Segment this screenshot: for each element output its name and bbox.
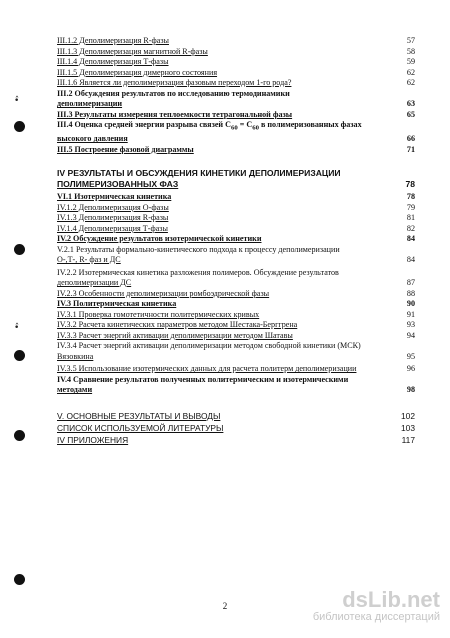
toc-entry-page: 81 bbox=[406, 213, 415, 223]
margin-mark: •̂ bbox=[14, 323, 20, 333]
toc-entry-page: 98 bbox=[406, 385, 415, 395]
page-number: 2 bbox=[222, 601, 228, 611]
toc-entry[interactable] bbox=[57, 331, 415, 342]
toc-entry-final[interactable] bbox=[57, 410, 415, 422]
toc-entry-page: 58 bbox=[406, 46, 415, 56]
toc-entry[interactable] bbox=[57, 234, 415, 245]
toc-entry-page: 84 bbox=[406, 234, 415, 244]
toc-entry-title: СПИСОК ИСПОЛЬЗУЕМОЙ ЛИТЕРАТУРЫ bbox=[57, 422, 224, 433]
toc-entry-title: III.3 Результаты измерения теплоемкости тетрагональной фазы bbox=[57, 109, 293, 119]
toc-entry-title-line1: IV.4 Сравнение результатов полученных политермическим и изотермическими bbox=[57, 374, 349, 384]
toc-entry-title: III.1.5 Деполимеризация димерного состояния bbox=[57, 67, 218, 77]
toc-entry-page: 103 bbox=[401, 422, 415, 433]
watermark bbox=[313, 589, 440, 624]
toc-entry-page: 78 bbox=[405, 179, 415, 190]
toc-entry-page: 65 bbox=[406, 109, 415, 119]
toc-entry-page: 90 bbox=[406, 299, 415, 309]
toc-entry-final[interactable] bbox=[57, 422, 415, 434]
toc-entry-title-line2: высокого давления bbox=[57, 134, 128, 144]
toc-entry-final[interactable] bbox=[57, 434, 415, 446]
toc-entry-title: IV.2.3 Особенности деполимеризации ромбоэдрической фазы bbox=[57, 288, 270, 298]
binder-hole bbox=[14, 574, 25, 585]
toc-entry-title: III.1.4 Деполимеризация Т-фазы bbox=[57, 57, 169, 66]
toc-entry-page: 87 bbox=[406, 278, 415, 288]
toc-entry-page: 102 bbox=[401, 410, 415, 421]
toc-entry-page: 71 bbox=[406, 144, 415, 154]
toc-entry-page: 95 bbox=[406, 351, 415, 361]
binder-hole bbox=[14, 350, 25, 361]
toc-entry-page: 84 bbox=[406, 255, 415, 265]
toc-entry[interactable] bbox=[57, 203, 415, 214]
toc-entry-title: III.5 Построение фазовой диаграммы bbox=[57, 144, 194, 154]
toc-entry-page: 91 bbox=[406, 309, 415, 319]
toc-entry[interactable] bbox=[57, 299, 415, 310]
toc-entry-page: 78 bbox=[406, 192, 415, 202]
toc-entry[interactable] bbox=[57, 57, 415, 68]
watermark-subtitle: библиотека диссертаций bbox=[312, 611, 440, 623]
toc-entry-page: 96 bbox=[406, 364, 415, 374]
toc-entry-title: IV.1.4 Деполимеризация Т-фазы bbox=[57, 223, 168, 233]
toc-entry-title: IV ПРИЛОЖЕНИЯ bbox=[57, 434, 129, 445]
table-of-contents bbox=[57, 36, 415, 446]
toc-entry-page: 62 bbox=[406, 67, 415, 77]
toc-entry-iii-4[interactable] bbox=[57, 120, 415, 145]
toc-entry-title: IV.3.1 Проверка гомотетичности политермических кривых bbox=[57, 309, 260, 319]
toc-entry-title-line2: методами bbox=[57, 385, 93, 395]
toc-entry-title: III.1.2 Деполимеризация R-фазы bbox=[57, 36, 169, 45]
watermark-logo: dsLib.net bbox=[342, 587, 440, 612]
toc-entry-page: 94 bbox=[406, 330, 415, 340]
toc-entry-iv-3-4[interactable] bbox=[57, 341, 415, 362]
toc-entry[interactable] bbox=[57, 310, 415, 321]
toc-entry-title-line2: деполимеризации bbox=[57, 99, 123, 108]
toc-entry-title: III.1.3 Деполимеризация магнитной R-фазы bbox=[57, 46, 208, 56]
toc-entry-title: IV.3.5 Использование изотермических данных для расчета политерм деполимеризации bbox=[57, 364, 357, 374]
toc-entry-page: 82 bbox=[406, 223, 415, 233]
toc-entry[interactable] bbox=[57, 192, 415, 203]
toc-entry[interactable] bbox=[57, 289, 415, 300]
toc-entry[interactable] bbox=[57, 224, 415, 235]
toc-entry-title: IV.2 Обсуждение результатов изотермической кинетики bbox=[57, 234, 262, 244]
binder-hole bbox=[14, 430, 25, 441]
toc-entry-page: 79 bbox=[406, 202, 415, 212]
toc-entry-page: 88 bbox=[406, 288, 415, 298]
binder-hole bbox=[14, 121, 25, 132]
toc-entry[interactable] bbox=[57, 36, 415, 47]
chapter-title-line1: IV РЕЗУЛЬТАТЫ И ОБСУЖДЕНИЯ КИНЕТИКИ ДЕПОЛИМЕРИЗАЦИИ bbox=[57, 168, 341, 179]
toc-entry-title: III.1.6 Является ли деполимеризация фазовым переходом 1-го рода? bbox=[57, 78, 292, 87]
toc-entry-title: V. ОСНОВНЫЕ РЕЗУЛЬТАТЫ И ВЫВОДЫ bbox=[57, 410, 221, 421]
toc-entry-title: IV.3 Политермическая кинетика bbox=[57, 299, 177, 309]
toc-entry[interactable] bbox=[57, 47, 415, 58]
toc-entry[interactable] bbox=[57, 78, 415, 89]
toc-entry-title: VI.1 Изотермическая кинетика bbox=[57, 192, 172, 202]
toc-entry-title-line2: О-,Т-, R- фаз и ДС bbox=[57, 255, 121, 265]
toc-entry-page: 66 bbox=[406, 134, 415, 144]
toc-entry-title: IV.3.3 Расчет энергий активации деполимеризации методом Шатавы bbox=[57, 330, 293, 340]
toc-entry-title-line2: деполимеризации ДС bbox=[57, 278, 132, 288]
toc-entry-title-line1: V.2.1 Результаты формально-кинетического подхода к процессу деполимеризации bbox=[57, 244, 340, 254]
binder-hole bbox=[14, 244, 25, 255]
toc-entry-page: 62 bbox=[406, 78, 415, 87]
toc-entry-title-line1: IV.3.4 Расчет энергий активации деполимеризации методом свободной кинетики (МСК) bbox=[57, 341, 361, 351]
toc-entry-page: 59 bbox=[406, 57, 415, 66]
toc-entry[interactable] bbox=[57, 213, 415, 224]
toc-entry-iii-3[interactable] bbox=[57, 110, 415, 121]
toc-entry-page: 63 bbox=[406, 99, 415, 108]
toc-entry-iii-5[interactable] bbox=[57, 145, 415, 156]
toc-entry-title: IV.3.2 Расчета кинетических параметров методом Шестака-Берггрена bbox=[57, 320, 298, 330]
toc-chapter-iv[interactable] bbox=[57, 168, 415, 190]
toc-entry[interactable] bbox=[57, 320, 415, 331]
margin-mark: •̂ bbox=[14, 96, 20, 106]
toc-entry-iv-2-2[interactable] bbox=[57, 268, 415, 289]
toc-entry-page: 117 bbox=[401, 434, 415, 445]
toc-entry-iv-3-5[interactable] bbox=[57, 364, 415, 375]
toc-entry-title-line1: III.4 Оценка средней энергии разрыва связей $С_{60} = С_{60}$ в полимеризованных фазах bbox=[57, 120, 362, 132]
toc-entry-title-line2: Вязовкина bbox=[57, 351, 94, 361]
toc-entry-title: IV.1.2 Деполимеризация О-фазы bbox=[57, 202, 169, 212]
toc-entry-title-line1: IV.2.2 Изотермическая кинетика разложения полимеров. Обсуждение результатов bbox=[57, 267, 339, 277]
toc-entry[interactable] bbox=[57, 68, 415, 79]
toc-entry-title: IV.1.3 Деполимеризация R-фазы bbox=[57, 213, 169, 223]
toc-entry-v-2-1[interactable] bbox=[57, 245, 415, 266]
toc-entry-title-line1: III.2 Обсуждения результатов по исследованию термодинамики bbox=[57, 88, 290, 98]
toc-entry-page: 57 bbox=[406, 36, 415, 45]
chapter-title-line2: ПОЛИМЕРИЗОВАННЫХ ФАЗ bbox=[57, 179, 179, 190]
toc-entry-iii-2[interactable] bbox=[57, 89, 415, 110]
toc-entry-page: 93 bbox=[406, 320, 415, 330]
toc-entry-iv-4[interactable] bbox=[57, 375, 415, 396]
